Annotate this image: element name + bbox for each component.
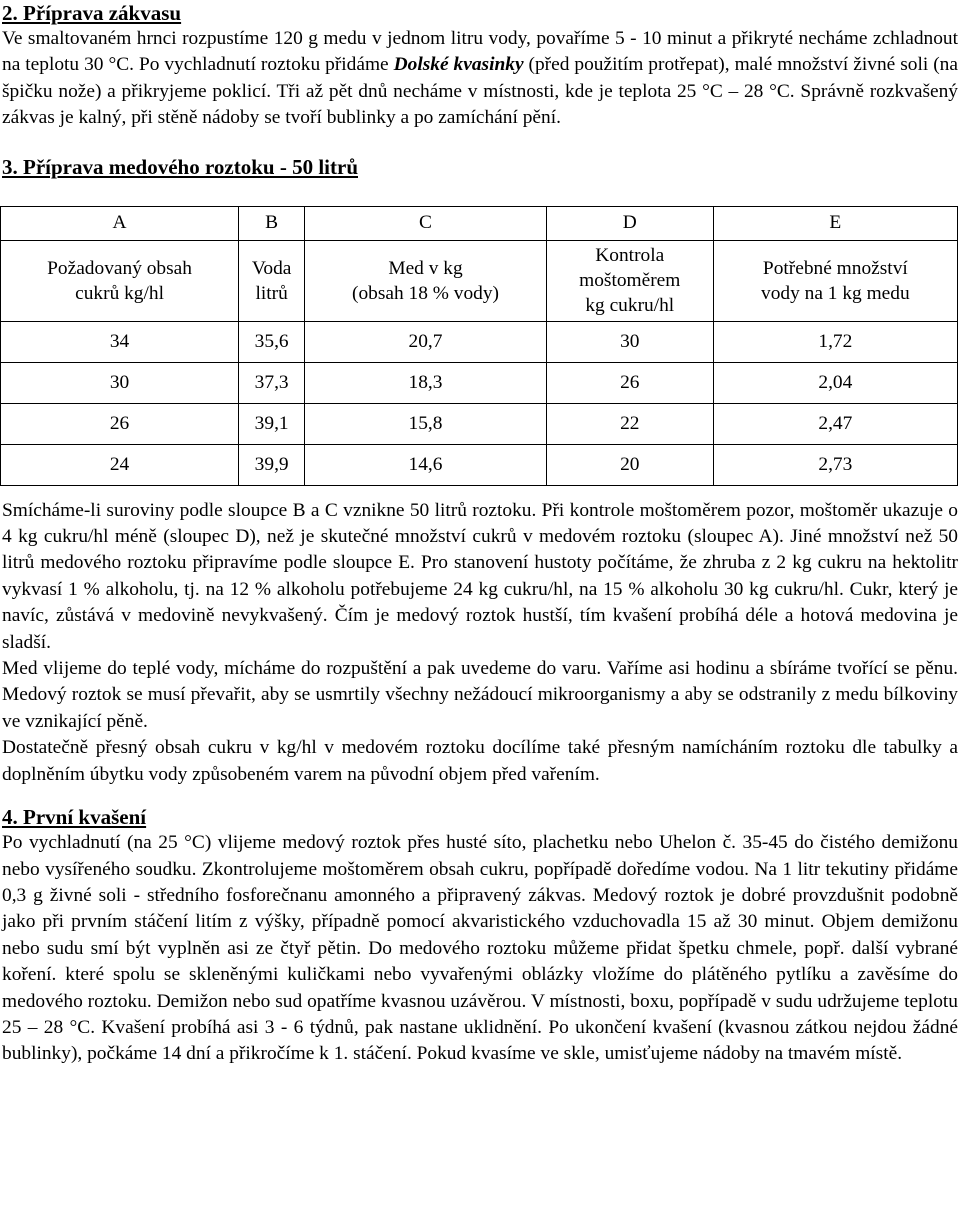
table-row	[1, 362, 958, 403]
table-cell: 24	[1, 444, 239, 485]
table-cell: 22	[546, 403, 713, 444]
table-column-letters-row	[1, 206, 958, 240]
column-header	[546, 240, 713, 321]
section-3-paragraph-3: Dostatečně přesný obsah cukru v kg/hl v medovém roztoku docílíme také přesným namícháním roztoku dle tabulky a doplněním úbytku vody způsobeném varem na původní objem před vařením.	[2, 737, 958, 785]
header-line: Kontrola	[595, 245, 665, 267]
section-3-paragraph-1: Smícháme-li suroviny podle sloupce B a C vznikne 50 litrů roztoku. Při kontrole moštoměrem pozor, moštoměr ukazuje o 4 kg cukru/hl méně (sloupec D), než je skutečné množství cukrů v medovém roztoku (sloupec A). Jiné množství než 50 litrů medového roztoku připravíme podle sloupce E. Pro stanovení hustoty počítáme, že zhruba z 2 kg cukru na hektolitr vykvasí 1 % alkoholu, tj. na 12 % alkoholu potřebujeme 24 kg cukru/hl, na 15 % alkoholu 30 kg cukru/hl. Cukr, který je navíc, zůstává v medovině nevykvašený. Čím je medový roztok hustší, tím kvašení probíhá déle a hotová medovina je sladší.	[2, 499, 958, 653]
table-cell: 14,6	[305, 444, 547, 485]
table-cell: 18,3	[305, 362, 547, 403]
header-line: Voda	[251, 257, 292, 279]
honey-solution-table	[0, 206, 958, 486]
section-4-heading: 4. První kvašení	[2, 805, 147, 830]
column-header	[713, 240, 957, 321]
header-line: Požadovaný obsah	[47, 257, 192, 279]
table-cell: 15,8	[305, 403, 547, 444]
table-cell: 34	[1, 321, 239, 362]
table-cell: 2,47	[713, 403, 957, 444]
section-2-text-part1: Ve smaltovaném hrnci rozpustíme 120 g medu v jednom litru vody, povaříme 5 - 10 minut a přikryté necháme zchladnout na teplotu 30 °C. Po vychladnutí roztoku přidáme	[2, 28, 958, 76]
column-header	[1, 240, 239, 321]
table-header-row	[1, 240, 958, 321]
table-cell: 2,04	[713, 362, 957, 403]
section-2-text-part2: (před použitím protřepat), malé množství živné soli (na špičku nože) a přikryjeme poklicí. Tři až pět dnů necháme v místnosti, kde je teplota 25 °C – 28 °C. Správně rozkvašený zákvas je kalný, při stěně nádoby se tvoří bublinky a po zamíchání pění.	[2, 54, 958, 129]
table-cell: 35,6	[239, 321, 305, 362]
column-header	[239, 240, 305, 321]
header-line: kg cukru/hl	[585, 295, 675, 317]
section-4-text: Po vychladnutí (na 25 °C) vlijeme medový roztok přes husté síto, plachetku nebo Uhelon č. 35-45 do čistého demižonu nebo vysířeného soudku. Zkontrolujeme moštoměrem obsah cukru, popřípadě doředíme vodou. Na 1 litr tekutiny přidáme 0,3 g živné soli - středního fosforečnanu amonného a připravený zákvas. Medový roztok je dobré provzdušnit podobně jako při prvním stáčení litím z výšky, případně pomocí akvaristického vzduchovadla 15 až 30 minut. Objem demižonu nebo sudu smí být vyplněn asi ze čtyř pětin. Do medového roztoku můžeme přidat špetku chmele, popř. další vybrané koření. které spolu se skleněnými kuličkami nebo vyvařenými oblázky vložíme do plátěného pytlíku a zavěsíme do medového roztoku. Demižon nebo sud opatříme kvasnou uzávěrou. V místnosti, boxu, popřípadě v sudu udržujeme teplotu 25 – 28 °C. Kvašení probíhá asi 3 - 6 týdnů, pak nastane uklidnění. Po ukončení kvašení (kvasnou zátkou nejdou žádné bublinky), počkáme 14 dní a přikročíme k 1. stáčení. Pokud kvasíme ve skle, umisťujeme nádoby na tmavém místě.	[2, 832, 958, 1065]
header-line: cukrů kg/hl	[75, 282, 164, 304]
table-cell: 39,9	[239, 444, 305, 485]
section-2-heading: 2. Příprava zákvasu	[2, 1, 182, 25]
section-2-text	[2, 26, 958, 132]
section-3-heading: 3. Příprava medového roztoku - 50 litrů	[2, 154, 358, 179]
header-line: Potřebné množství	[762, 257, 908, 279]
column-header	[305, 240, 547, 321]
table-cell: 26	[1, 403, 239, 444]
column-letter: A	[1, 206, 239, 240]
table-cell: 30	[546, 321, 713, 362]
header-line: vody na 1 kg medu	[761, 282, 910, 304]
table-cell: 30	[1, 362, 239, 403]
document-page	[2, 0, 958, 1068]
table-cell: 1,72	[713, 321, 957, 362]
column-letter: C	[305, 206, 547, 240]
table-cell: 2,73	[713, 444, 957, 485]
table-cell: 26	[546, 362, 713, 403]
table-cell: 20,7	[305, 321, 547, 362]
table-row	[1, 444, 958, 485]
table-cell: 37,3	[239, 362, 305, 403]
table-cell: 39,1	[239, 403, 305, 444]
section-3-paragraph-2: Med vlijeme do teplé vody, mícháme do rozpuštění a pak uvedeme do varu. Vaříme asi hodinu a sbíráme tvořící se pěnu. Medový roztok se musí převařit, aby se usmrtily všechny nežádoucí mikroorganismy a aby se odstranily z medu bílkoviny ve vznikající pěně.	[2, 658, 958, 732]
table-row	[1, 403, 958, 444]
table-cell: 20	[546, 444, 713, 485]
header-line: Med v kg	[388, 257, 463, 279]
column-letter: E	[713, 206, 957, 240]
header-line: litrů	[255, 282, 288, 304]
header-line: (obsah 18 % vody)	[351, 282, 500, 304]
column-letter: B	[239, 206, 305, 240]
header-line: moštoměrem	[579, 270, 681, 292]
column-letter: D	[546, 206, 713, 240]
dolske-kvasinky-emphasis: Dolské kvasinky	[393, 54, 524, 76]
table-row	[1, 321, 958, 362]
